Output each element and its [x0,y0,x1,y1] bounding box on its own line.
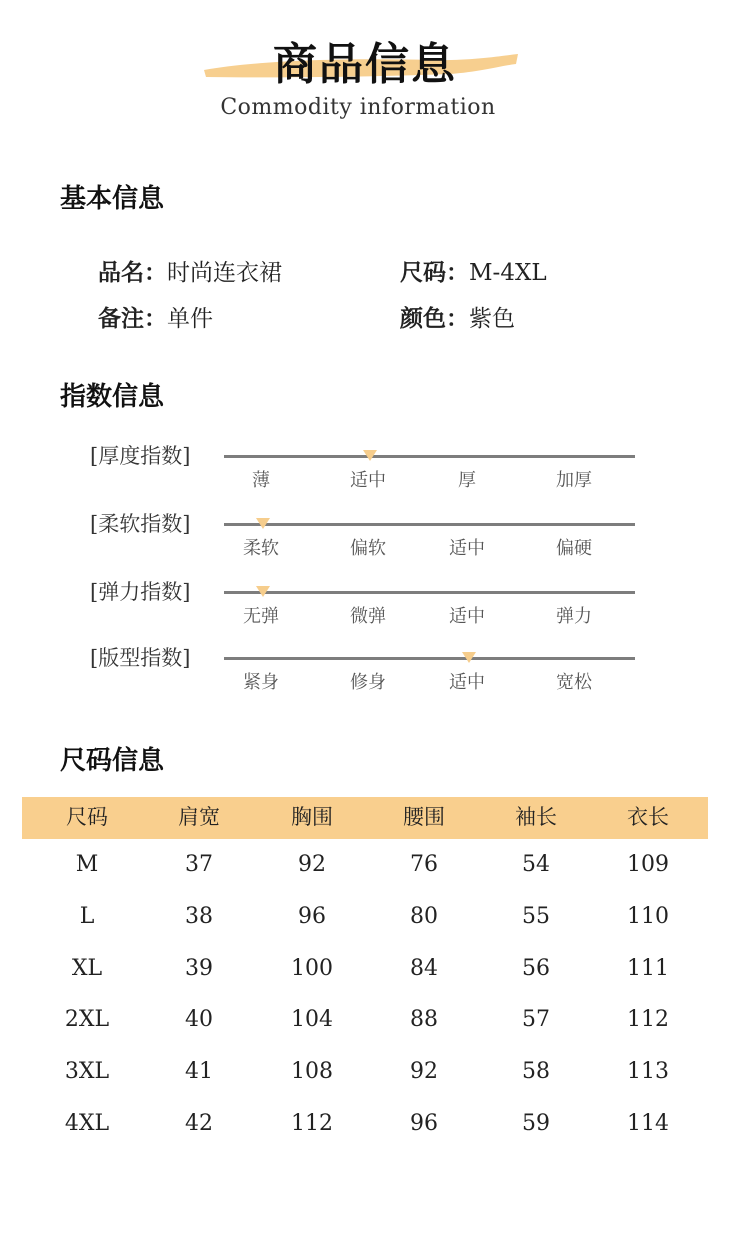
size-table-column-header: 衣长 [627,805,669,829]
basic-info-value: 紫色 [469,306,515,332]
index-option: 修身 [350,672,386,693]
index-option: 适中 [350,470,386,491]
index-option: 宽松 [556,672,592,693]
size-table-cell: 39 [185,956,213,981]
basic-info-item-name [98,254,282,287]
index-selected-marker [363,450,377,461]
basic-info-value: 时尚连衣裙 [167,260,282,286]
index-option: 无弹 [243,606,279,627]
index-scale-line [224,455,635,458]
size-info-heading: 尺码信息 [60,746,165,776]
size-table-cell: 2XL [64,1007,110,1032]
basic-info-label: 备注： [98,305,167,332]
index-selected-marker [256,586,270,597]
basic-info-item-color [400,300,515,333]
index-selected-marker [462,652,476,663]
size-table-cell: 112 [291,1111,333,1136]
size-table-cell: 109 [627,852,669,877]
basic-info-value: 单件 [167,306,213,332]
size-table-cell: 59 [522,1111,550,1136]
size-table-column-header: 胸围 [291,805,333,829]
size-table-cell: 112 [627,1007,669,1032]
size-table-cell: 58 [522,1059,550,1084]
size-table-cell: 100 [291,956,333,981]
index-option: 适中 [449,672,485,693]
size-table-cell: 56 [522,956,550,981]
basic-info-label: 颜色： [400,305,469,332]
size-table-cell: 110 [627,904,669,929]
size-table-cell: 96 [298,904,326,929]
size-table-cell: 3XL [64,1059,110,1084]
index-option: 厚 [458,470,476,491]
index-option: 偏软 [350,538,386,559]
size-table-column-header: 袖长 [515,805,557,829]
size-table-cell: 41 [185,1059,213,1084]
size-table-cell: 37 [185,852,213,877]
size-table-cell: 4XL [64,1111,110,1136]
size-table-cell: 108 [291,1059,333,1084]
index-scale-line [224,591,635,594]
index-scale-line [224,657,635,660]
index-label: [柔软指数] [90,512,191,536]
size-table-column-header: 腰围 [403,805,445,829]
index-option: 适中 [449,538,485,559]
index-selected-marker [256,518,270,529]
page-title: 商品信息 [273,39,457,90]
index-option: 加厚 [556,470,592,491]
size-table-cell: 38 [185,904,213,929]
index-option: 柔软 [243,538,279,559]
size-table-column-header: 肩宽 [178,805,220,829]
size-table-cell: 40 [185,1007,213,1032]
basic-info-item-note [98,300,213,333]
index-option: 弹力 [556,606,592,627]
size-table-cell: XL [71,956,103,981]
basic-info-item-size [400,254,547,287]
size-table-cell: 92 [410,1059,438,1084]
size-table-column-header: 尺码 [66,805,108,829]
size-table-cell: 92 [298,852,326,877]
size-table-cell: 54 [522,852,550,877]
size-table-cell: M [75,852,99,877]
size-table-cell: 104 [291,1007,333,1032]
size-table-cell: 42 [185,1111,213,1136]
size-table-cell: 84 [410,956,438,981]
index-option: 紧身 [243,672,279,693]
index-label: [弹力指数] [90,580,191,604]
index-label: [厚度指数] [90,444,191,468]
basic-info-label: 品名： [98,259,167,286]
size-table-cell: 113 [627,1059,669,1084]
index-scale-line [224,523,635,526]
index-info-heading: 指数信息 [60,382,165,412]
index-option: 适中 [449,606,485,627]
index-option: 薄 [252,470,270,491]
size-table-cell: 55 [522,904,550,929]
page-subtitle: Commodity information [220,95,496,120]
basic-info-value: M-4XL [469,260,547,286]
index-label: [版型指数] [90,646,191,670]
index-option: 微弹 [350,606,386,627]
basic-info-label: 尺码： [400,259,469,286]
size-table-cell: 88 [410,1007,438,1032]
size-table-cell: 80 [410,904,438,929]
size-table-cell: 111 [627,956,669,981]
size-table-cell: 114 [627,1111,669,1136]
size-table-cell: 76 [410,852,438,877]
size-table-cell: 96 [410,1111,438,1136]
index-option: 偏硬 [556,538,592,559]
basic-info-heading: 基本信息 [60,184,165,214]
size-table-cell: 57 [522,1007,550,1032]
size-table-cell: L [79,904,95,929]
